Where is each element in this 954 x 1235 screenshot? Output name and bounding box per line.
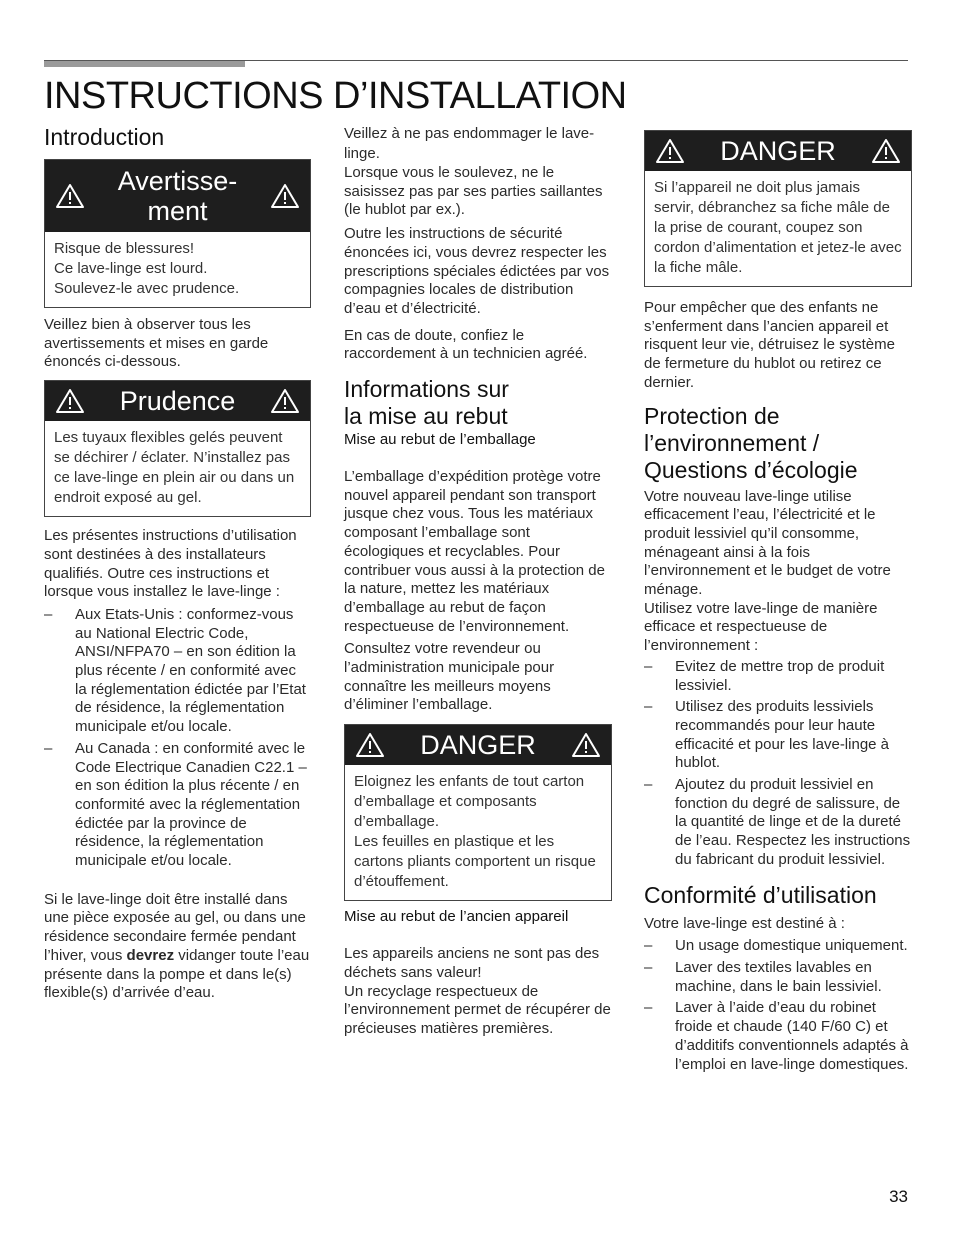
warning-box-title-line2: ment [147, 196, 208, 226]
paragraph: Votre nouveau lave-linge utilise efficacement l’eau, l’électricité et le produit lessiviel qu’il consomme, ménageant ainsi à la fois l’environnement et le budget de votre ménage. [644, 487, 891, 599]
subheading-packaging: Mise au rebut de l’emballage [344, 431, 536, 449]
heading-line: Questions d’écologie [644, 456, 858, 483]
regulation-list [44, 606, 311, 871]
eco-tips-list [644, 658, 912, 870]
freeze-text-end: vidanger toute l’eau présente dans la pompe et dans le(s) flexible(s) d’arrivée d’eau. [44, 946, 310, 1002]
paragraph: Pour empêcher que des enfants ne s’enferment dans l’ancien appareil et risquent leur vie, détruisez le système de fermeture du hublot ou retirez ce dernier. [644, 299, 895, 391]
freeze-text-start: Si le lave-linge doit être installé dans une pièce exposée au gel, ou dans une résidence secondaire fermée pendant l’hiver, vous [44, 890, 306, 964]
warning-triangle-icon [571, 732, 601, 758]
warning-triangle-icon [871, 138, 901, 164]
list-item: – Un usage domestique uniquement. [644, 937, 912, 956]
danger-box-body [345, 765, 611, 900]
caution-text: Les tuyaux flexibles gelés peuvent se déchirer / éclater. N’installez pas ce lave-linge en plein air ou dans un endroit exposé au gel. [54, 429, 295, 507]
warning-box-header [45, 160, 310, 232]
danger-text: Eloignez les enfants de tout carton d’emballage et composants d’emballage. [354, 773, 585, 831]
danger-box-body [645, 171, 911, 286]
paragraph: Veillez à ne pas endommager le lave-linge. [344, 125, 595, 162]
section-heading-disposal [344, 376, 612, 430]
warning-triangle-icon [655, 138, 685, 164]
list-item: – Au Canada : en conformité avec le Code Electrique Canadien C22.1 – en son édition la plus récente / en conformité avec la réglementation édictée par la province de résidence, la réglementation municipale et/ou locale. [44, 740, 311, 871]
heading-line: l’environnement / [644, 429, 820, 456]
danger-text: Les feuilles en plastique et les cartons pliants comportent un risque d’étouffement. [354, 833, 596, 891]
list-item: – Aux Etats-Unis : conformez-vous au National Electric Code, ANSI/NFPA70 – en son édition la plus récente / en conformité avec la réglementation édictée par l’Etat de résidence, la réglementation municipale et/ou locale. [44, 606, 311, 737]
warning-line: Risque de blessures! [54, 240, 195, 257]
warning-box-title-line1: Avertisse- [117, 166, 238, 196]
header-rule [44, 60, 908, 61]
paragraph: Consultez votre revendeur ou l’administration municipale pour connaître les meilleurs moyens d’éliminer l’emballage. [344, 640, 555, 714]
column-left [44, 124, 311, 1003]
paragraph: Outre les instructions de sécurité énoncées ici, vous devrez respecter les prescriptions spéciales édictées par vos compagnies locales de distribution d’eau et d’électricité. [344, 225, 610, 317]
paragraph: Les appareils anciens ne sont pas des déchets sans valeur! [344, 945, 600, 981]
list-item: – Utilisez des produits lessiviels recommandés pour leur haute efficacité et pour les lave-linge à hublot. [644, 698, 912, 773]
paragraph: Un recyclage respectueux de l’environnement permet de récupérer de précieuses matières premières. [344, 982, 611, 1037]
caution-box-header [45, 381, 310, 421]
warning-box [44, 159, 311, 308]
caution-box-title: Prudence [119, 386, 236, 417]
warning-triangle-icon [270, 183, 300, 209]
warning-box-body [45, 232, 310, 307]
list-item: – Evitez de mettre trop de produit lessiviel. [644, 658, 912, 695]
warning-box-title [85, 166, 270, 226]
danger-box-title: DANGER [720, 136, 836, 166]
danger-box [644, 130, 912, 287]
instructions-paragraph: Les présentes instructions d’utilisation sont destinées à des installateurs qualifiés. Outre ces instructions et lorsque vous installez le lave-linge : [44, 527, 297, 601]
section-heading-conformity: Conformité d’utilisation [644, 881, 877, 908]
warning-triangle-icon [55, 183, 85, 209]
heading-line: Informations sur [344, 376, 509, 403]
danger-box [344, 724, 612, 901]
column-middle [344, 124, 612, 1039]
intended-use-list [644, 937, 912, 1074]
freeze-paragraph [44, 891, 311, 1003]
danger-box-title: DANGER [420, 730, 536, 761]
paragraph: Votre lave-linge est destiné à : [644, 914, 845, 932]
intro-paragraph: Veillez bien à observer tous les avertissements et mises en garde énoncés ci-dessous. [44, 316, 269, 371]
heading-line: Protection de [644, 402, 780, 429]
warning-line: Soulevez-le avec prudence. [54, 280, 240, 297]
subheading-old-appliance: Mise au rebut de l’ancien appareil [344, 908, 569, 926]
danger-box-header [345, 725, 611, 765]
caution-box [44, 380, 311, 517]
page-number: 33 [889, 1187, 908, 1206]
paragraph: Utilisez votre lave-linge de manière efficace et respectueuse de l’environnement : [644, 599, 878, 655]
page-title: INSTRUCTIONS D’INSTALLATION [44, 75, 627, 117]
column-right [644, 124, 912, 1077]
list-item: – Laver des textiles lavables en machine, dans le bain lessiviel. [644, 959, 912, 996]
freeze-text-bold: devrez [126, 946, 175, 964]
warning-triangle-icon [55, 388, 85, 414]
heading-line: la mise au rebut [344, 403, 508, 430]
list-item: – Ajoutez du produit lessiviel en fonction du degré de salissure, de la quantité de linge et de la dureté de l’eau. Respectez les instructions du fabricant du produit lessiviel. [644, 776, 912, 870]
list-item: – Laver à l’aide d’eau du robinet froide et chaude (140 F/60 C) et d’additifs conventionnels adaptés à l’emploi en lave-linge domestiques. [644, 999, 912, 1074]
caution-box-body [45, 421, 310, 516]
paragraph: L’emballage d’expédition protège votre nouvel appareil pendant son transport jusque chez vous. Tous les matériaux composant l’emballage sont écologiques et recyclables. Pour contribuer vous aussi à la protection de la nature, mettez les matériaux d’emballage au rebut de façon respectueuse de l’environnement. [344, 468, 605, 635]
warning-triangle-icon [270, 388, 300, 414]
section-heading-environment [644, 403, 912, 484]
warning-line: Ce lave-linge est lourd. [54, 260, 208, 277]
header-accent-bar [44, 60, 245, 67]
warning-triangle-icon [355, 732, 385, 758]
paragraph: Lorsque vous le soulevez, ne le saisissez pas par ses parties saillantes (le hublot par ex.). [344, 164, 603, 219]
danger-text: Si l’appareil ne doit plus jamais servir, débranchez sa fiche mâle de la prise de courant, coupez son cordon d’alimentation et jetez-le avec la fiche mâle. [654, 179, 902, 276]
danger-box-header [645, 131, 911, 171]
section-heading-introduction: Introduction [44, 124, 165, 150]
paragraph: En cas de doute, confiez le raccordement à un technicien agréé. [344, 326, 588, 363]
